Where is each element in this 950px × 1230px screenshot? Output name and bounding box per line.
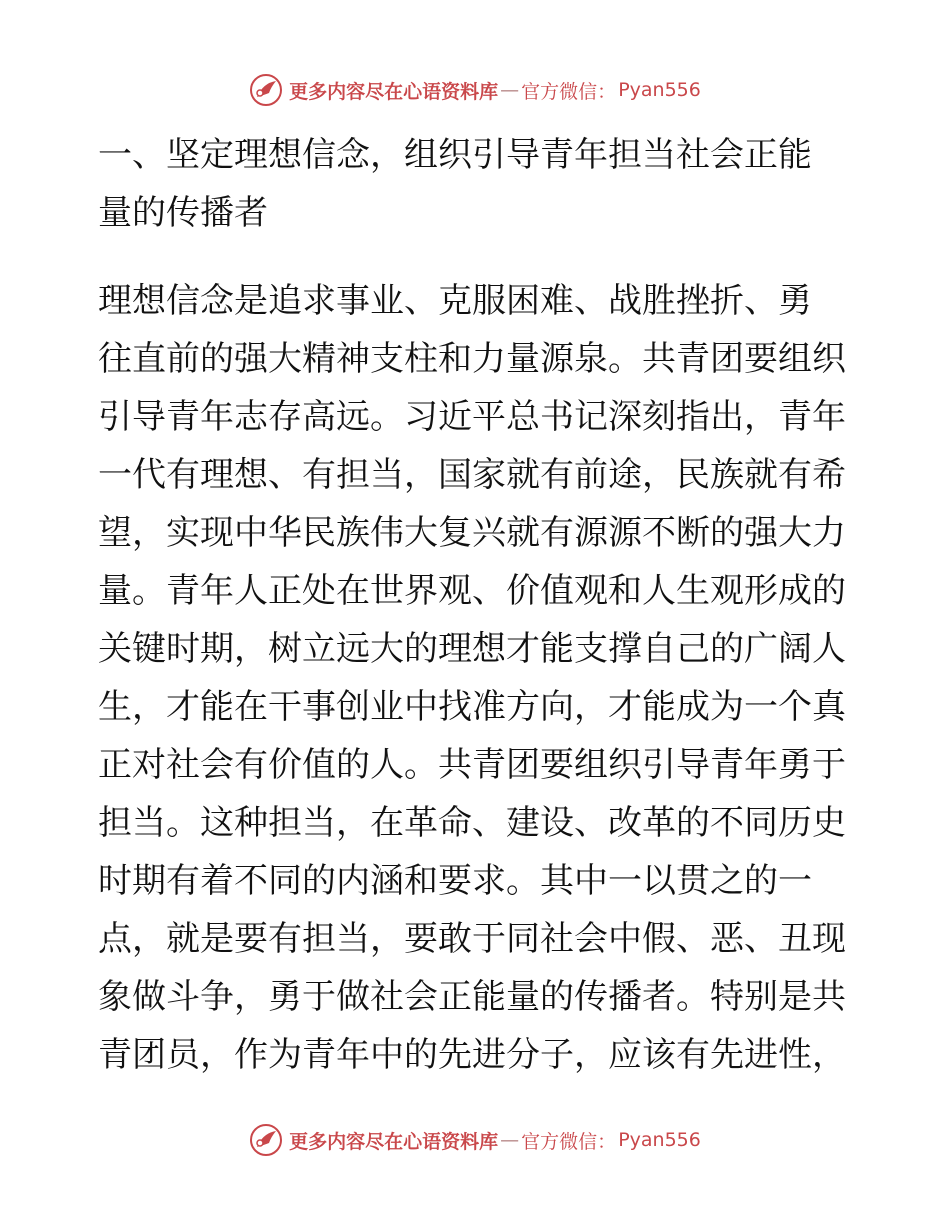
paragraph-line: 望，实现中华民族伟大复兴就有源源不断的强大力 [98, 513, 846, 553]
header-watermark [0, 70, 950, 110]
paragraph-line: 理想信念是追求事业、克服困难、战胜挫折、勇 [98, 281, 812, 321]
paragraph-line: 往直前的强大精神支柱和力量源泉。共青团要组织 [98, 339, 846, 379]
watermark-label: 官方微信： [521, 1130, 617, 1153]
watermark-wechat-id: Pyan556 [618, 79, 701, 101]
watermark-wechat-id: Pyan556 [618, 1129, 701, 1151]
paragraph-line: 一代有理想、有担当，国家就有前途，民族就有希 [98, 455, 846, 495]
paragraph-line: 量。青年人正处在世界观、价值观和人生观形成的 [98, 571, 846, 611]
paragraph-line: 担当。这种担当，在革命、建设、改革的不同历史 [98, 803, 846, 843]
paragraph-line: 象做斗争，勇于做社会正能量的传播者。特别是共 [98, 977, 846, 1017]
quill-logo-icon [249, 73, 283, 107]
watermark-label: 官方微信： [521, 80, 617, 103]
document-body [98, 126, 858, 1084]
heading-line: 量的传播者 [98, 193, 268, 233]
watermark-separator: — [500, 1129, 520, 1151]
paragraph-line: 点，就是要有担当，要敢于同社会中假、恶、丑现 [98, 919, 846, 959]
watermark-separator: — [500, 79, 520, 101]
paragraph-line: 青团员，作为青年中的先进分子，应该有先进性， [98, 1035, 846, 1075]
paragraph-line: 正对社会有价值的人。共青团要组织引导青年勇于 [98, 745, 846, 785]
watermark-brand: 更多内容尽在心语资料库 [289, 1130, 499, 1153]
paragraph-line: 关键时期，树立远大的理想才能支撑自己的广阔人 [98, 629, 846, 669]
paragraph-line: 时期有着不同的内涵和要求。其中一以贯之的一 [98, 861, 812, 901]
watermark-brand: 更多内容尽在心语资料库 [289, 80, 499, 103]
quill-logo-icon [249, 1123, 283, 1157]
paragraph-line: 生，才能在干事创业中找准方向，才能成为一个真 [98, 687, 846, 727]
footer-watermark [0, 1120, 950, 1160]
heading-line: 一、坚定理想信念，组织引导青年担当社会正能 [98, 135, 812, 175]
paragraph-line: 引导青年志存高远。习近平总书记深刻指出，青年 [98, 397, 846, 437]
